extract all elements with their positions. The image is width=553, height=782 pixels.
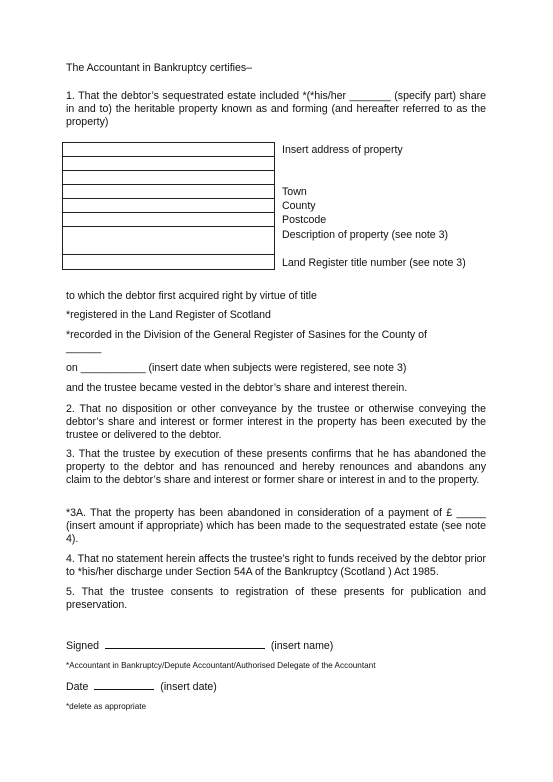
county-label: County (282, 200, 316, 212)
description-label: Description of property (see note 3) (282, 229, 449, 241)
paragraph-5: 5. That the trustee consents to registration of these presents for publication and preservation. (66, 586, 486, 611)
paragraph-1: 1. That the debtor’s sequestrated estate included *(*his/her _______ (specify part) share in and to) the heritable property known as and forming (and hereafter referred to as the property) (66, 90, 486, 128)
paragraph-3: 3. That the trustee by execution of these presents confirms that he has abandoned the property to the debtor and has renounced and hereby renounces and abandons any claim to the debtor’s share and interest or former share or interest in and to the property. (66, 448, 486, 486)
address-field-1[interactable] (62, 142, 275, 157)
registration-date-line: on ___________ (insert date when subjects were registered, see note 3) (66, 362, 407, 374)
delete-note: *delete as appropriate (66, 702, 147, 711)
address-label: Insert address of property (282, 144, 403, 156)
address-field-2[interactable] (62, 156, 275, 171)
paragraph-2: 2. That no disposition or other conveyance by the trustee or otherwise conveying the debtor’s share and interest or former interest in the property has been executed by the trustee or delivered to the debtor. (66, 403, 486, 441)
date-hint: (insert date) (160, 681, 217, 693)
signed-row (66, 639, 486, 653)
paragraph-3a: *3A. That the property has been abandoned in consideration of a payment of £ _____ (insert amount if appropriate) which has been made to the sequestrated estate (see note 4). (66, 507, 486, 545)
registered-option: *registered in the Land Register of Scotland (66, 309, 271, 321)
recorded-option: *recorded in the Division of the General Register of Sasines for the County of (66, 329, 427, 341)
paragraph-4: 4. That no statement herein affects the trustee’s right to funds received by the debtor prior to *his/her discharge under Section 54A of the Bankruptcy (Scotland ) Act 1985. (66, 553, 486, 578)
date-row (66, 680, 486, 694)
signed-label: Signed (66, 640, 99, 652)
signatory-role: *Accountant in Bankruptcy/Depute Accountant/Authorised Delegate of the Accountant (66, 661, 376, 670)
date-label: Date (66, 681, 89, 693)
date-line[interactable] (94, 680, 154, 690)
postcode-label: Postcode (282, 214, 327, 226)
description-field[interactable] (62, 226, 275, 255)
signed-hint: (insert name) (270, 640, 334, 652)
town-label: Town (282, 186, 307, 198)
town-field[interactable] (62, 184, 275, 199)
signature-line[interactable] (105, 639, 265, 649)
county-field[interactable] (62, 198, 275, 213)
address-field-3[interactable] (62, 170, 275, 185)
title-line: to which the debtor first acquired right by virtue of title (66, 290, 317, 302)
postcode-field[interactable] (62, 212, 275, 227)
title-number-field[interactable] (62, 254, 275, 270)
county-blank: ______ (66, 342, 102, 354)
title-number-label: Land Register title number (see note 3) (282, 257, 466, 269)
intro-text: The Accountant in Bankruptcy certifies– (66, 62, 253, 74)
vested-line: and the trustee became vested in the debtor’s share and interest therein. (66, 382, 408, 394)
